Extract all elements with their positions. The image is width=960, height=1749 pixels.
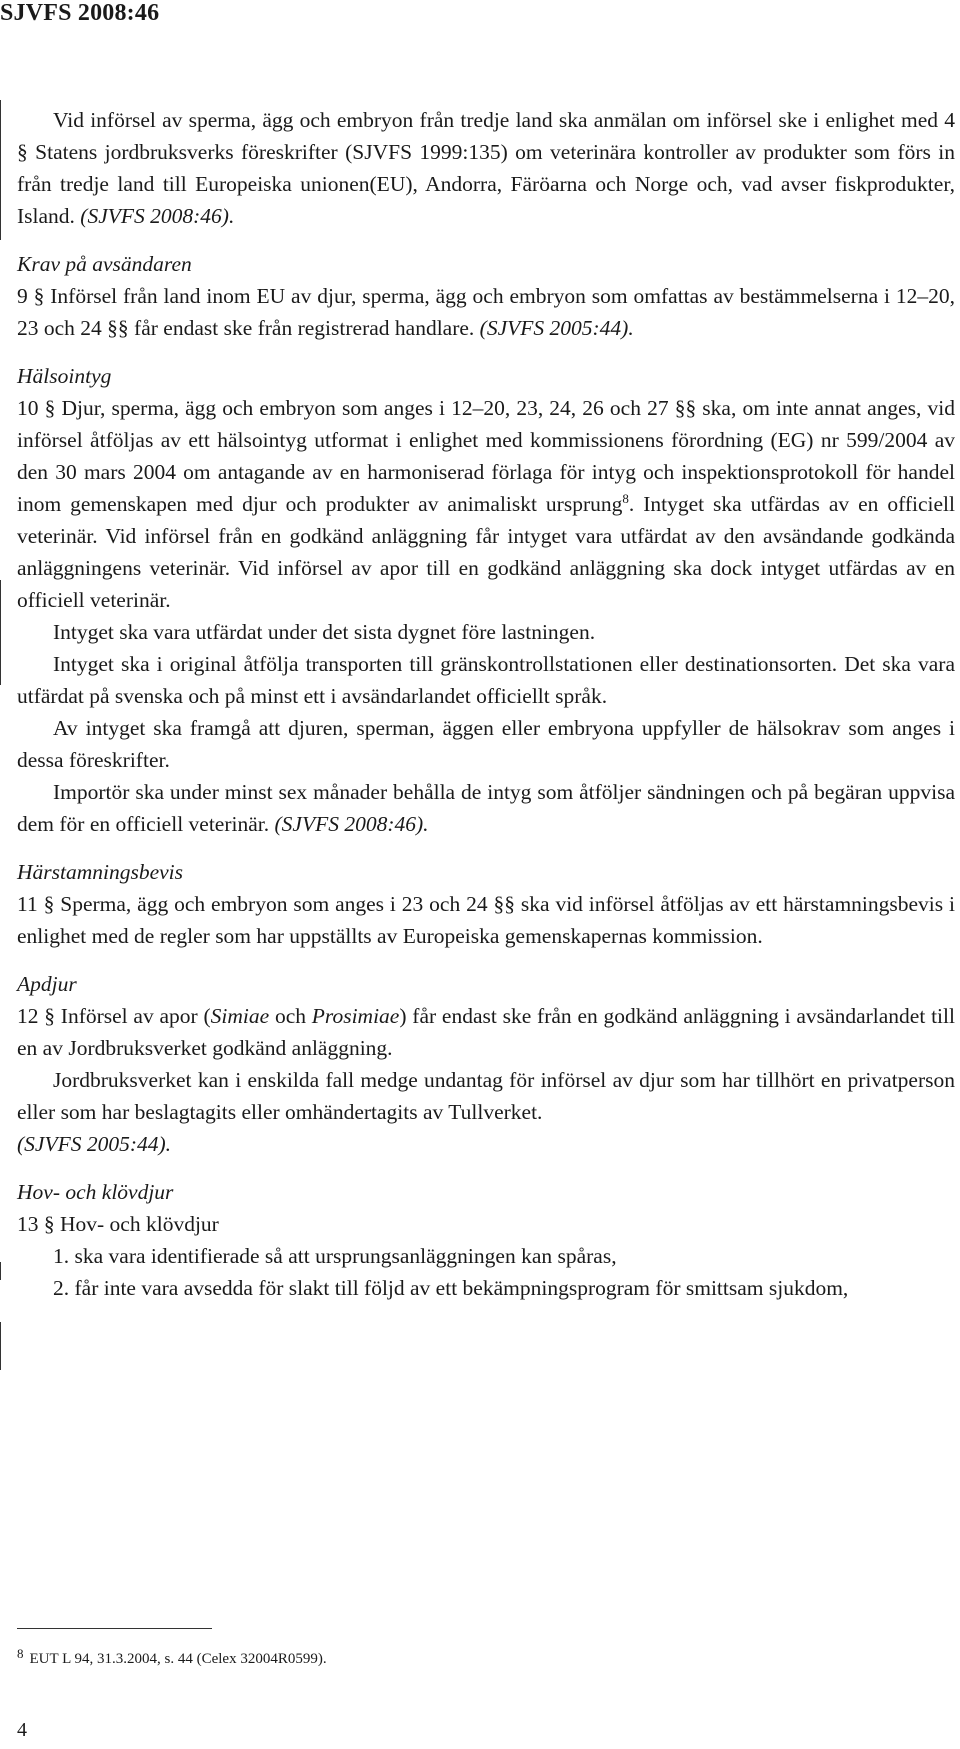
section-heading: Hov- och klövdjur [17, 1180, 174, 1204]
change-bar [0, 100, 1, 240]
list-item: 1. ska vara identifierade så att ursprungsanläggningen kan spåras, [53, 1244, 617, 1268]
section-heading: Krav på avsändaren [17, 252, 192, 276]
section-heading: Hälsointyg [17, 364, 112, 388]
amendment-reference: (SJVFS 2008:46). [80, 204, 235, 228]
footnote-reference: 8 [622, 491, 629, 506]
section-10-paragraph: Av intyget ska framgå att djuren, sperman, äggen eller embryona uppfyller de hälsokrav som anges i dessa föreskrifter. [17, 716, 955, 772]
change-bar [0, 1322, 1, 1370]
section-10-paragraph: Intyget ska vara utfärdat under det sista dygnet före lastningen. [53, 620, 596, 644]
section-10-text: 10 § Djur, sperma, ägg och embryon som anges i 12–20, 23, 24, 26 och 27 §§ ska, om inte annat anges, vid införsel åtföljas av ett hälsointyg utformat i enlighet med kommissionens förordning (EG) nr 599/2004 av den 30 mars 2004 om antagande av en harmoniserad förlaga för intyg och inspektionsprotokoll för handel inom gemenskapen med djur och produkter av animaliskt ursprung$^8$. Intyget ska utfärdas av en officiell veterinär. Vid införsel från en godkänd anläggning får intyget vara utfärdat av den avsändande godkända anläggningens veterinär. Vid införsel av apor till en godkänd anläggning ska dock intyget utfärdas av en officiell veterinär. [17, 396, 955, 612]
list-item: 2. får inte vara avsedda för slakt till följd av ett bekämpningsprogram för smittsam sjukdom, [53, 1276, 849, 1300]
section-9-text: 9 § Införsel från land inom EU av djur, sperma, ägg och embryon som omfattas av bestämmelserna i 12–20, 23 och 24 §§ får endast ske från registrerad handlare. (SJVFS 2005:44). [17, 284, 955, 340]
section-heading: Apdjur [17, 972, 77, 996]
footnote-text: EUT L 94, 31.3.2004, s. 44 (Celex 32004R0599). [29, 1651, 327, 1667]
document-header: SJVFS 2008:46 [0, 0, 160, 26]
taxon-name: Simiae [210, 1004, 270, 1028]
page-number: 4 [17, 1719, 27, 1741]
section-10-paragraph: Intyget ska i original åtfölja transporten till gränskontrollstationen eller destinationsorten. Det ska vara utfärdat på svenska och på minst ett i avsändarlandet officiellt språk. [17, 652, 955, 708]
change-bar [0, 580, 1, 685]
section-11-text: 11 § Sperma, ägg och embryon som anges i 23 och 24 §§ ska vid införsel åtföljas av ett härstamningsbevis i enlighet med de regler som har uppställts av Europeiska gemenskapernas kommission. [17, 892, 955, 948]
section-heading: Härstamningsbevis [17, 860, 184, 884]
change-bar [0, 1262, 1, 1280]
amendment-reference: (SJVFS 2005:44). [479, 316, 634, 340]
footnote-divider [17, 1628, 212, 1629]
footnote [17, 1645, 327, 1668]
taxon-name: Prosimiae [311, 1004, 400, 1028]
paragraph-import-notification: Vid införsel av sperma, ägg och embryon från tredje land ska anmälan om införsel ske i enlighet med 4 § Statens jordbruksverks föreskrifter (SJVFS 1999:135) om veterinära kontroller av produkter som förs in från tredje land till Europeiska unionen(EU), Andorra, Färöarna och Norge och, vad avser fiskprodukter, Island. (SJVFS 2008:46). [17, 108, 955, 228]
footnote-mark: 8 [17, 1646, 24, 1661]
section-10-paragraph: Importör ska under minst sex månader behålla de intyg som åtföljer sändningen och på begäran uppvisa dem för en officiell veterinär. (SJVFS 2008:46). [17, 780, 955, 836]
section-13-text: 13 § Hov- och klövdjur [17, 1212, 219, 1236]
amendment-reference: (SJVFS 2008:46). [274, 812, 429, 836]
document-body [17, 104, 955, 1304]
section-12-text: 12 § Införsel av apor (Simiae och Prosimiae) får endast ske från en godkänd anläggning i avsändarlandet till en av Jordbruksverket godkänd anläggning. [17, 1004, 955, 1060]
section-12-paragraph: Jordbruksverket kan i enskilda fall medge undantag för införsel av djur som har tillhört en privatperson eller som har beslagtagits eller omhändertagits av Tullverket. (SJVFS 2005:44). [17, 1068, 955, 1156]
amendment-reference: (SJVFS 2005:44). [17, 1132, 172, 1156]
